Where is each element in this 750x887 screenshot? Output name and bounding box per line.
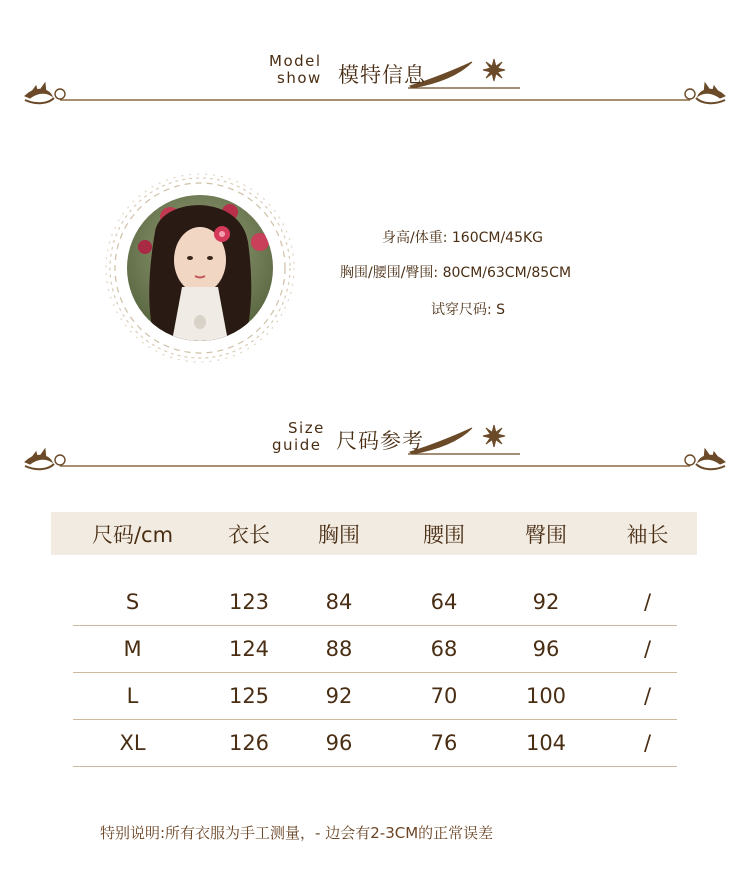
size-table (51, 512, 697, 767)
cell-sleeve: / (598, 720, 697, 767)
model-info-block (100, 172, 620, 372)
model-section-header (0, 50, 750, 110)
measurement-note: 特别说明:所有衣服为手工测量，- 边会有2-3CM的正常误差 (100, 824, 494, 842)
model-portrait (100, 172, 300, 372)
header-hip: 臀围 (494, 512, 598, 555)
header-sleeve: 袖长 (598, 512, 697, 555)
cell-waist: 64 (394, 579, 494, 626)
cell-length: 126 (214, 720, 284, 767)
cell-waist: 70 (394, 673, 494, 720)
cell-hip: 96 (494, 626, 598, 673)
size-guide-english-title (272, 420, 325, 454)
cell-bust: 88 (284, 626, 394, 673)
cell-bust: 96 (284, 720, 394, 767)
header-length: 衣长 (214, 512, 284, 555)
right-flourish-icon (685, 449, 725, 469)
quill-flower-icon (408, 425, 520, 454)
cell-hip: 100 (494, 673, 598, 720)
size-en-line2: guide (272, 436, 322, 454)
table-row (51, 720, 697, 767)
table-row (51, 673, 697, 720)
cell-sleeve: / (598, 579, 697, 626)
cell-length: 123 (214, 579, 284, 626)
cell-length: 125 (214, 673, 284, 720)
cell-length: 124 (214, 626, 284, 673)
model-height-weight: 身高/体重: 160CM/45KG (382, 230, 544, 246)
model-measurements: 胸围/腰围/臀围: 80CM/63CM/85CM (340, 265, 572, 281)
cell-sleeve: / (598, 626, 697, 673)
cell-waist: 76 (394, 720, 494, 767)
table-row (51, 579, 697, 626)
model-show-chinese-title: 模特信息 (338, 63, 426, 87)
header-size: 尺码/cm (51, 512, 214, 555)
header-bust: 胸围 (284, 512, 394, 555)
cell-size: M (51, 626, 214, 673)
portrait-image (100, 172, 300, 372)
cell-hip: 104 (494, 720, 598, 767)
cell-waist: 68 (394, 626, 494, 673)
left-flourish-icon (25, 449, 65, 469)
size-en-line1: Size (288, 419, 325, 437)
cell-size: S (51, 579, 214, 626)
cell-bust: 84 (284, 579, 394, 626)
cell-size: XL (51, 720, 214, 767)
size-guide-chinese-title: 尺码参考 (336, 429, 424, 453)
size-table-header-row (51, 512, 697, 555)
cell-bust: 92 (284, 673, 394, 720)
header-waist: 腰围 (394, 512, 494, 555)
cell-sleeve: / (598, 673, 697, 720)
left-flourish-icon (25, 83, 65, 103)
table-row (51, 626, 697, 673)
cell-size: L (51, 673, 214, 720)
cell-hip: 92 (494, 579, 598, 626)
model-show-english-title (269, 53, 322, 87)
model-en-line1: Model (269, 52, 322, 70)
right-flourish-icon (685, 83, 725, 103)
model-en-line2: show (277, 69, 322, 87)
size-section-header (0, 416, 750, 476)
model-tried-size: 试穿尺码: S (431, 302, 506, 318)
